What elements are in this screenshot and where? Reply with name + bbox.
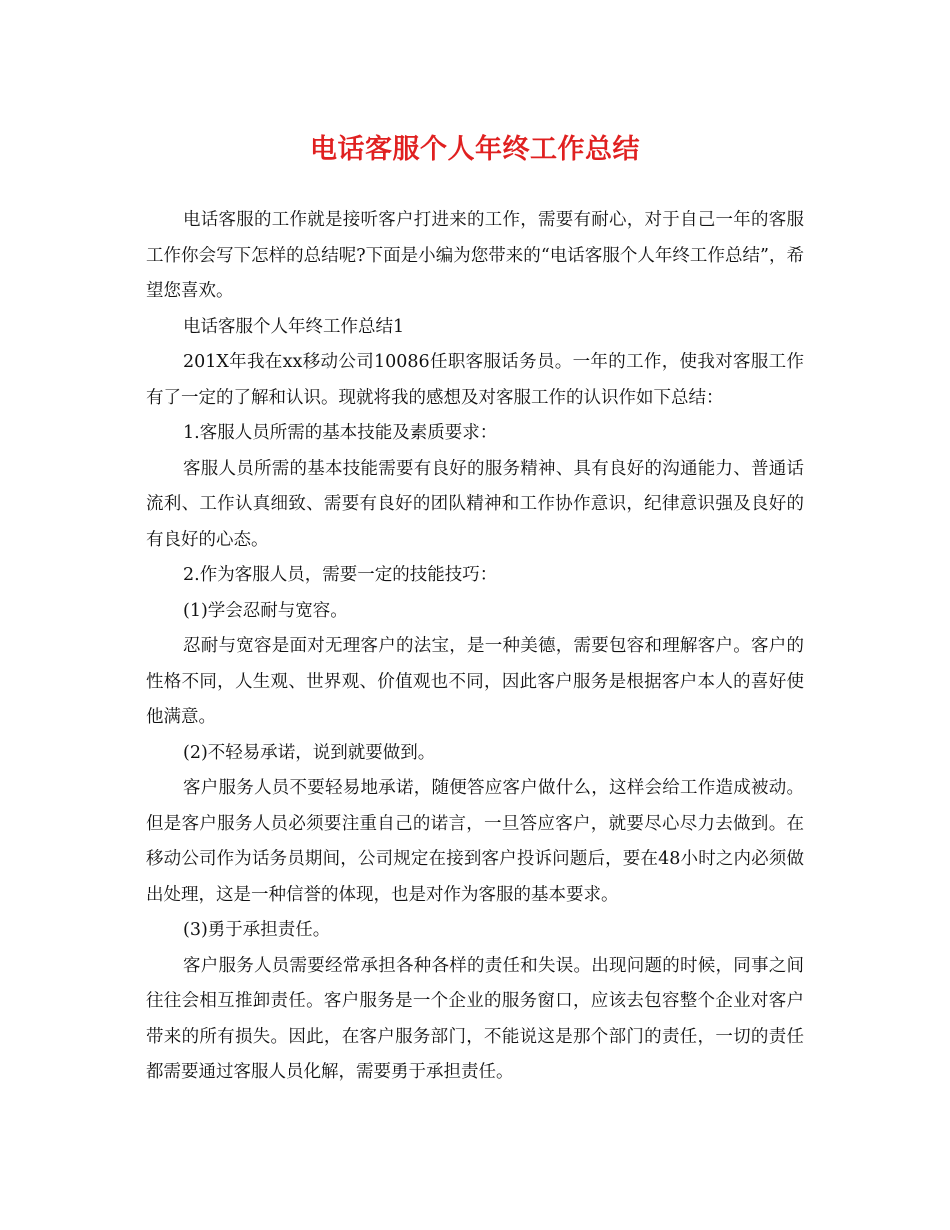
sub-heading: (3)勇于承担责任。 [183,920,331,940]
document-title: 电话客服个人年终工作总结 [310,134,640,165]
numbered-heading: 2.作为客服人员，需要一定的技能技巧： [183,565,498,585]
sub-heading: (1)学会忍耐与宽容。 [183,600,348,621]
sub-heading: (2)不轻易承诺，说到就要做到。 [183,742,436,763]
body-paragraph: 客服人员所需的基本技能需要有良好的服务精神、具有良好的沟通能力、普通话流利、工作认真细致、需要有良好的团队精神和工作协作意识，纪律意识强及良好的有良好的心态。 [146,458,804,550]
body-paragraph: 201X年我在xx移动公司10086任职客服话务员。一年的工作，使我对客服工作有了一定的了解和认识。现就将我的感想及对客服工作的认识作如下总结： [146,352,804,408]
body-paragraph: 忍耐与宽容是面对无理客户的法宝，是一种美德，需要包容和理解客户。客户的性格不同，人生观、世界观、价值观也不同，因此客户服务是根据客户本人的喜好使他满意。 [146,636,804,727]
body-paragraph: 客户服务人员不要轻易地承诺，随便答应客户做什么，这样会给工作造成被动。但是客户服务人员必须要注重自己的诺言，一旦答应客户，就要尽心尽力去做到。在移动公司作为话务员期间，公司规定在接到客户投诉问题后，要在48小时之内必须做出处理，这是一种信誉的体现，也是对作为客服的基本要求。 [146,778,804,905]
document-body [146,203,804,1091]
section-heading: 电话客服个人年终工作总结1 [183,316,405,337]
body-paragraph: 客户服务人员需要经常承担各种各样的责任和失误。出现问题的时候，同事之间往往会相互推卸责任。客户服务是一个企业的服务窗口，应该去包容整个企业对客户带来的所有损失。因此，在客户服务部门，不能说这是那个部门的责任，一切的责任都需要通过客服人员化解，需要勇于承担责任。 [146,955,804,1082]
intro-paragraph: 电话客服的工作就是接听客户打进来的工作，需要有耐心，对于自己一年的客服工作你会写下怎样的总结呢?下面是小编为您带来的“电话客服个人年终工作总结”，希望您喜欢。 [146,210,804,301]
numbered-heading: 1.客服人员所需的基本技能及素质要求： [183,423,498,443]
